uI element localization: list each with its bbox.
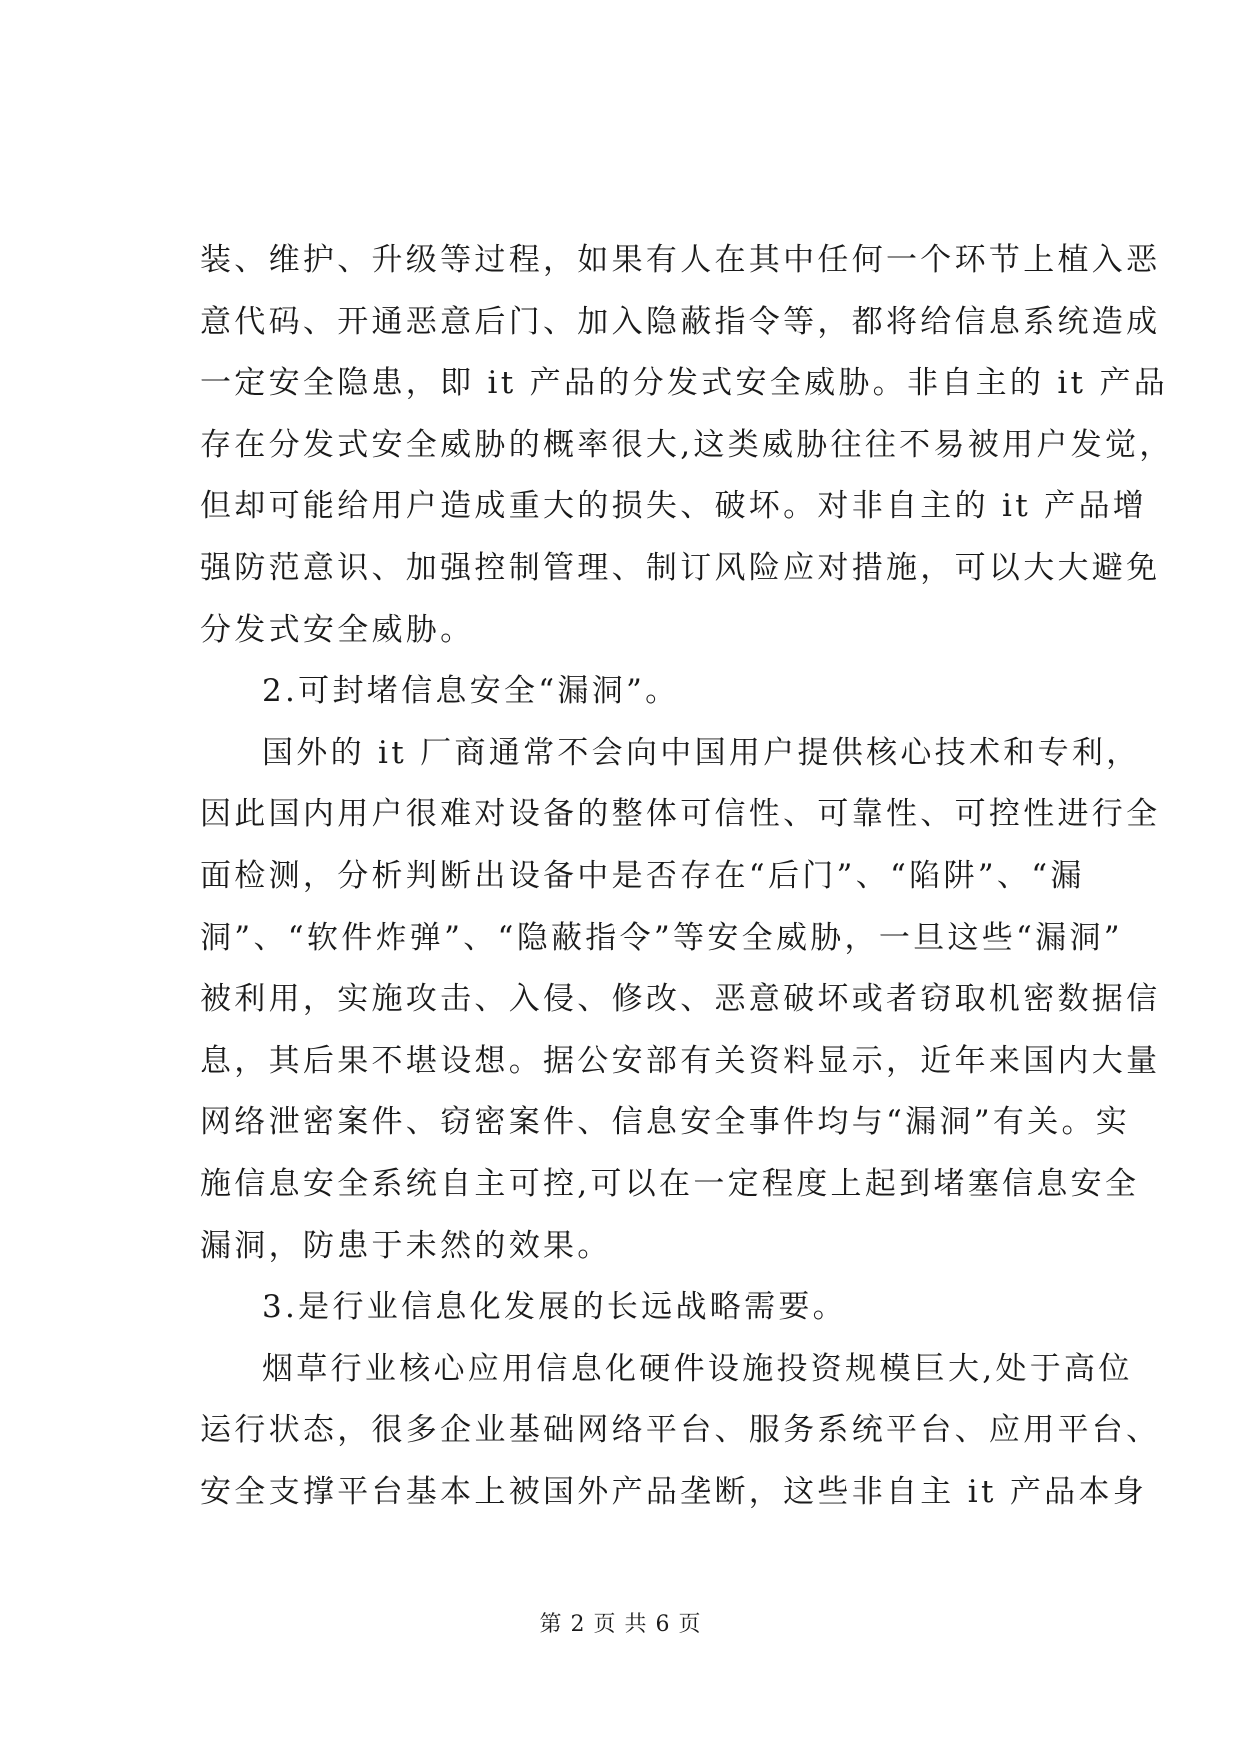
text-line: 强防范意识、加强控制管理、制订风险应对措施，可以大大避免 [200,549,1161,586]
text-line: 施信息安全系统自主可控,可以在一定程度上起到堵塞信息安全 [200,1165,1140,1202]
text-line: 一定安全隐患，即 it 产品的分发式安全威胁。非自主的 it 产品 [200,365,1169,402]
page-footer [0,1610,1241,1640]
text-line: 被利用，实施攻击、入侵、修改、恶意破坏或者窃取机密数据信 [200,981,1161,1018]
text-line: 运行状态，很多企业基础网络平台、服务系统平台、应用平台、 [200,1412,1161,1449]
section-heading: 2.可封堵信息安全“漏洞”。 [262,673,680,710]
text-line: 装、维护、升级等过程，如果有人在其中任何一个环节上植入恶 [200,242,1161,278]
paragraph-first-line: 烟草行业核心应用信息化硬件设施投资规模巨大,处于高位 [262,1350,1133,1387]
text-line: 分发式安全威胁。 [200,611,475,648]
text-line: 息，其后果不堪设想。据公安部有关资料显示，近年来国内大量 [200,1042,1161,1079]
text-line: 存在分发式安全威胁的概率很大,这类威胁往往不易被用户发觉， [200,426,1174,463]
text-line: 安全支撑平台基本上被国外产品垄断，这些非自主 it 产品本身 [200,1473,1148,1510]
text-line: 漏洞，防患于未然的效果。 [200,1227,612,1264]
text-line: 洞”、“软件炸弹”、“隐蔽指令”等安全威胁，一旦这些“漏洞” [200,919,1123,956]
text-line: 意代码、开通恶意后门、加入隐蔽指令等，都将给信息系统造成 [200,303,1161,340]
text-line: 网络泄密案件、窃密案件、信息安全事件均与“漏洞”有关。实 [200,1104,1131,1141]
paragraph-first-line: 国外的 it 厂商通常不会向中国用户提供核心技术和专利， [262,734,1141,771]
text-line: 但却可能给用户造成重大的损失、破坏。对非自主的 it 产品增 [200,488,1148,525]
text-line: 因此国内用户很难对设备的整体可信性、可靠性、可控性进行全 [200,796,1161,833]
page-number: 第 2 页 共 6 页 [539,1612,702,1637]
text-line: 面检测，分析判断出设备中是否存在“后门”、“陷阱”、“漏 [200,857,1085,894]
document-body [200,230,1174,1523]
section-heading: 3.是行业信息化发展的长远战略需要。 [262,1289,847,1326]
